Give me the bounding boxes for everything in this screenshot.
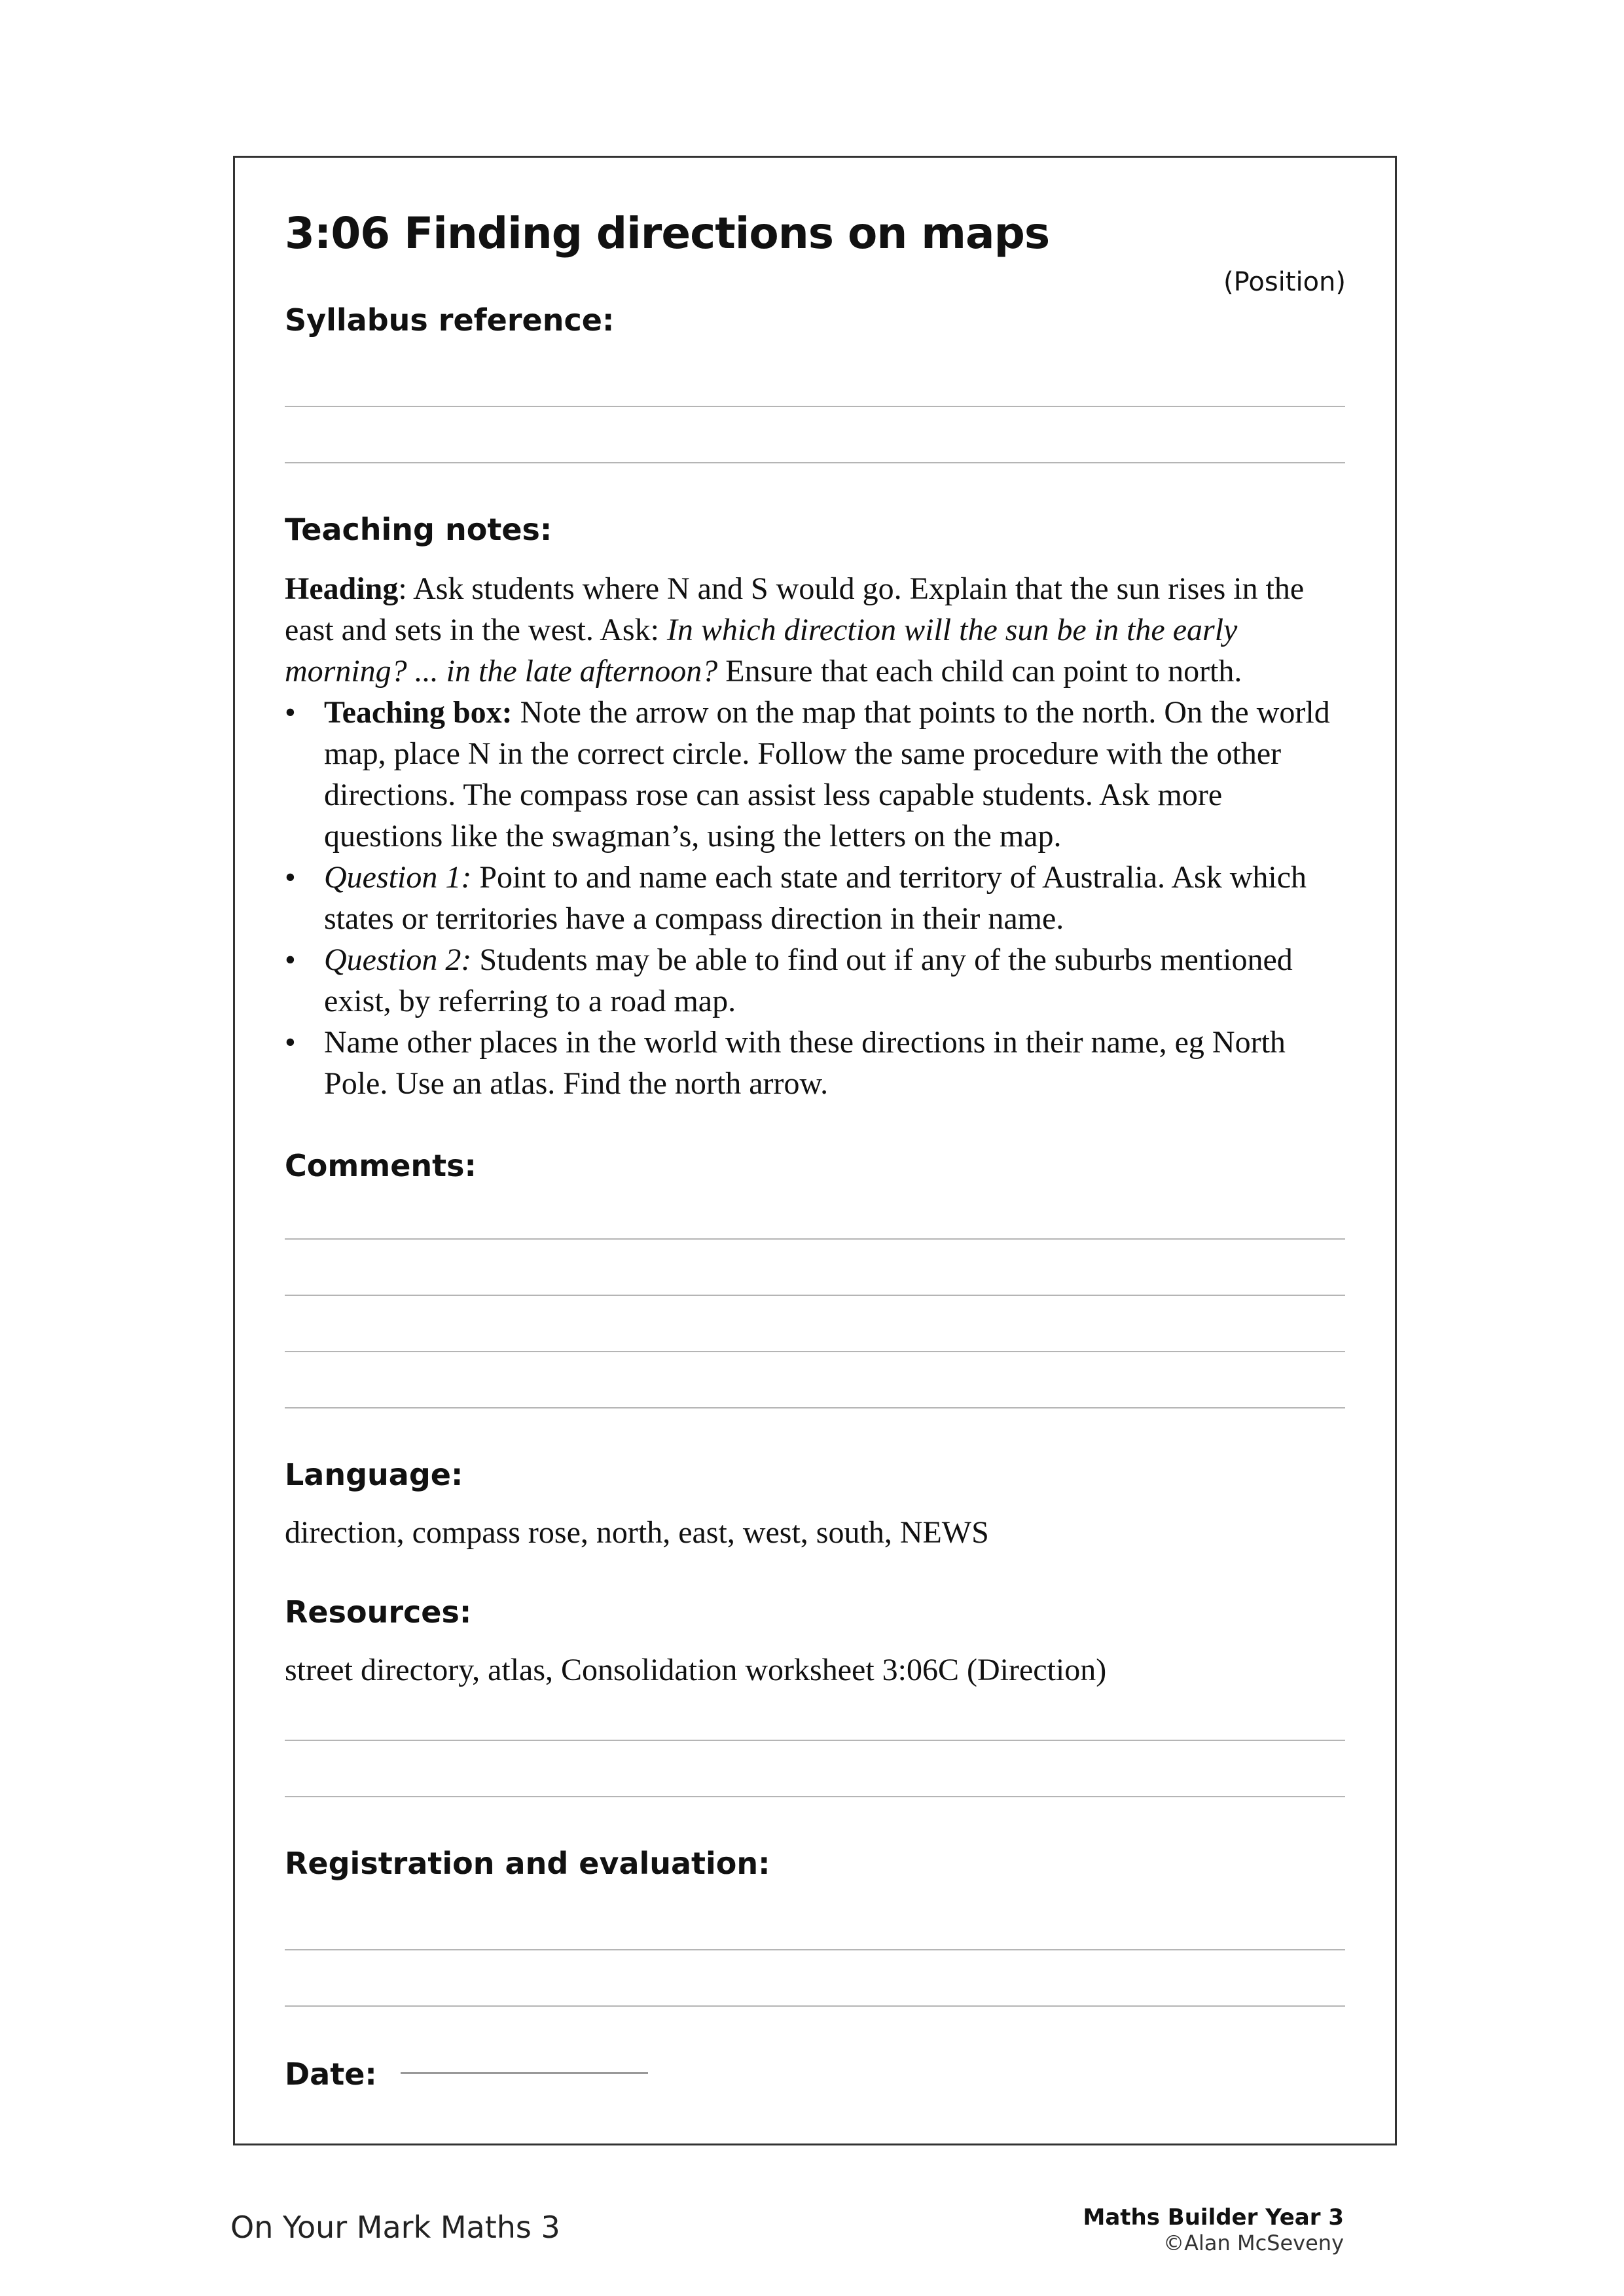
date-field-line (401, 2072, 648, 2074)
resources-line-1 (285, 1740, 1345, 1741)
intro-text-1: : Ask students where N and S would go. Explain that the sun rises in the east and sets in the west. Ask: (285, 571, 1305, 647)
intro-italic-question: In which direction will the sun be in the early morning? ... in the late afternoon? (285, 613, 1238, 689)
bullet-text: Name other places in the world with these directions in their name, eg North Pole. Use an atlas. Find the north arrow. (324, 1025, 1286, 1101)
resources-line-2 (285, 1796, 1345, 1797)
comments-heading: Comments: (285, 1148, 477, 1183)
resources-text: street directory, atlas, Consolidation worksheet 3:06C (Direction) (285, 1653, 1107, 1687)
syllabus-line-2 (285, 462, 1345, 463)
bullet-bold-label: Teaching box: (324, 695, 513, 730)
syllabus-reference-heading: Syllabus reference: (285, 302, 615, 338)
footer-series-title: On Your Mark Maths 3 (230, 2210, 560, 2245)
teaching-notes-heading: Teaching notes: (285, 512, 552, 547)
list-item (285, 939, 1348, 1022)
bullet-dot: • (285, 942, 296, 977)
comments-line-3 (285, 1351, 1345, 1352)
bullet-dot: • (285, 695, 296, 730)
footer-book-title: Maths Builder Year 3 (1083, 2204, 1344, 2231)
registration-heading: Registration and evaluation: (285, 1846, 770, 1881)
teaching-notes-bullets (285, 692, 1348, 1104)
footer-credit (1083, 2204, 1344, 2255)
page-title: 3:06 Finding directions on maps (285, 208, 1050, 259)
comments-line-2 (285, 1295, 1345, 1296)
comments-line-1 (285, 1238, 1345, 1240)
comments-line-4 (285, 1407, 1345, 1408)
bullet-dot: • (285, 860, 296, 895)
bullet-text: Note the arrow on the map that points to the north. On the world map, place N in the correct circle. Follow the same procedure with the other directions. The compass rose can assist less capable students. Ask more questions like the swagman’s, using the letters on the map. (324, 695, 1330, 853)
topic-subtitle: (Position) (1223, 267, 1346, 297)
list-item (285, 1022, 1348, 1104)
date-label: Date: (285, 2056, 377, 2092)
bullet-dot: • (285, 1025, 296, 1060)
language-text: direction, compass rose, north, east, west, south, NEWS (285, 1515, 989, 1550)
bullet-italic-label: Question 2: (324, 942, 472, 977)
registration-line-1 (285, 1949, 1345, 1950)
list-item (285, 692, 1348, 857)
bullet-text: Point to and name each state and territory of Australia. Ask which states or territories have a compass direction in their name. (324, 860, 1307, 936)
teaching-notes-intro (285, 568, 1348, 692)
bullet-italic-label: Question 1: (324, 860, 472, 895)
registration-line-2 (285, 2005, 1345, 2007)
intro-text-2: Ensure that each child can point to north. (717, 654, 1242, 689)
resources-heading: Resources: (285, 1594, 472, 1630)
bullet-text: Students may be able to find out if any of the suburbs mentioned exist, by referring to a road map. (324, 942, 1293, 1018)
footer-copyright: ©Alan McSeveny (1163, 2231, 1344, 2255)
language-heading: Language: (285, 1457, 463, 1492)
list-item (285, 857, 1348, 939)
intro-bold-label: Heading (285, 571, 399, 606)
syllabus-line-1 (285, 406, 1345, 407)
